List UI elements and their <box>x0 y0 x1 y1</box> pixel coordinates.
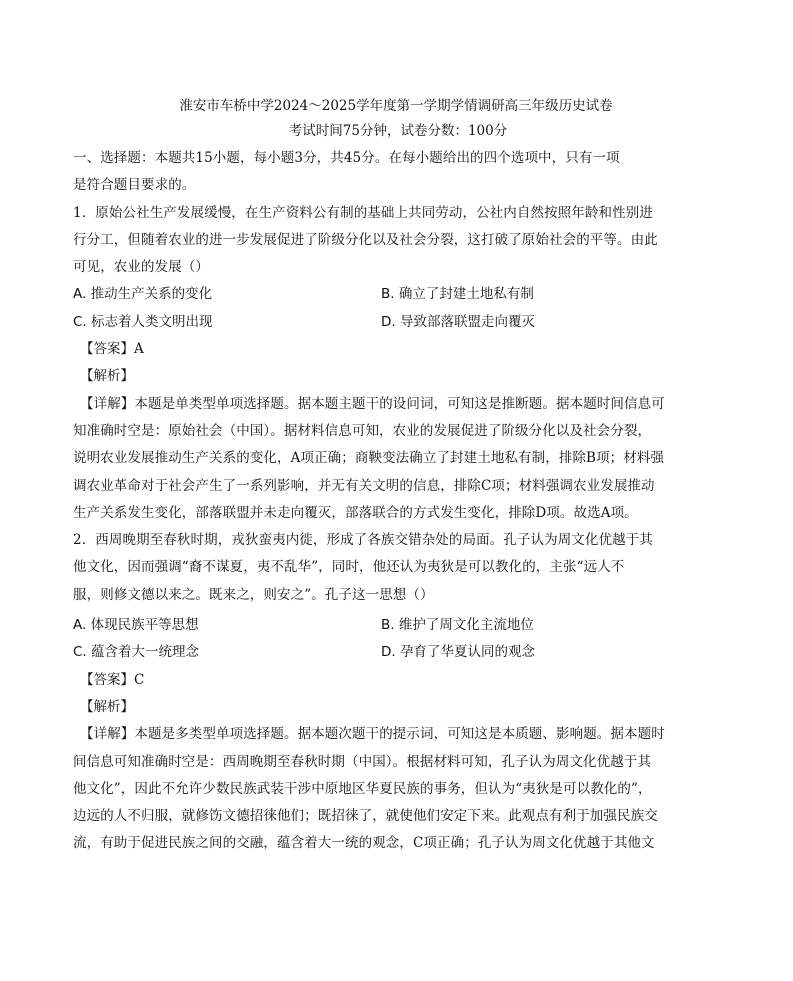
q1-stem-line: 行分工，但随着农业的进一步发展促进了阶级分化以及社会分裂，这打破了原始社会的平等。由此 <box>73 231 658 248</box>
q2-options-row <box>73 612 723 639</box>
q2-stem-line: 他文化，因而强调“裔不谋夏，夷不乱华”，同时，他还认为夷狄是可以教化的，主张“远人不 <box>73 559 625 576</box>
question-1 <box>73 200 723 528</box>
q1-answer: 【答案】A <box>80 341 144 358</box>
q2-answer: 【答案】C <box>80 671 145 688</box>
q2-options-row <box>73 639 723 666</box>
section-heading <box>73 145 723 200</box>
q2-option-b: B. 维护了周文化主流地位 <box>381 617 534 634</box>
exam-subtitle: 考试时间75分钟，试卷分数：100分 <box>288 123 508 139</box>
q2-stem-line: 服，则修文德以来之。既来之，则安之”。孔子这一思想（） <box>73 586 434 603</box>
q1-detail-line: 调农业革命对于社会产生了一系列影响，并无有关文明的信息，排除C项；材料强调农业发展推动 <box>73 477 655 494</box>
q1-options-row <box>73 309 723 336</box>
q2-detail-line: 边远的人不归服，就修饬文德招徕他们；既招徕了，就使他们安定下来。此观点有利于加强民族交 <box>73 808 658 825</box>
q1-stem-line: 1．原始公社生产发展缓慢，在生产资料公有制的基础上共同劳动，公社内自然按照年龄和性别进 <box>73 204 653 221</box>
q1-stem-line: 可见，农业的发展（） <box>73 259 209 276</box>
q1-options-row <box>73 281 723 308</box>
q1-detail-line: 知准确时空是：原始社会（中国）。据材料信息可知，农业的发展促进了阶级分化以及社会分裂， <box>73 422 652 439</box>
q1-detail-line: 【详解】本题是单类型单项选择题。据本题主题干的设问词，可知这是推断题。据本题时间信息可 <box>80 395 665 412</box>
q1-option-b: B. 确立了封建土地私有制 <box>381 286 534 303</box>
q2-option-d: D. 孕育了华夏认同的观念 <box>381 644 535 661</box>
q2-analysis-label: 【解析】 <box>80 698 134 715</box>
q1-analysis-label: 【解析】 <box>80 368 134 385</box>
q2-detail-line: 流，有助于促进民族之间的交融，蕴含着大一统的观念，C项正确；孔子认为周文化优越于其他文 <box>73 835 655 852</box>
exam-title: 淮安市车桥中学2024～2025学年度第一学期学情调研高三年级历史试卷 <box>179 98 613 114</box>
section-line: 是符合题目要求的。 <box>73 177 196 194</box>
q2-option-c: C. 蕴含着大一统理念 <box>73 644 200 661</box>
q1-detail-line: 说明农业发展推动生产关系的变化，A项正确；商鞅变法确立了封建土地私有制，排除B项；材料强 <box>73 450 665 467</box>
section-line: 一、选择题：本题共15小题，每小题3分，共45分。在每小题给出的四个选项中，只有一项 <box>73 150 620 166</box>
q1-option-c: C. 标志着人类文明出现 <box>73 313 213 330</box>
q2-detail-line: 间信息可知准确时空是：西周晚期至春秋时期（中国）。根据材料可知，孔子认为周文化优越于其 <box>73 753 652 770</box>
q2-detail-line: 他文化”，因此不允许少数民族武装干涉中原地区华夏民族的事务，但认为“夷狄是可以教化的”， <box>73 780 652 797</box>
q2-detail-line: 【详解】本题是多类型单项选择题。据本题次题干的提示词，可知这是本质题、影响题。据本题时 <box>80 726 665 743</box>
q2-option-a: A. 体现民族平等思想 <box>73 617 199 634</box>
q1-option-a: A. 推动生产关系的变化 <box>73 286 213 303</box>
q2-stem-line: 2．西周晚期至春秋时期，戎狄蛮夷内徙，形成了各族交错杂处的局面。孔子认为周文化优越于其 <box>73 532 653 549</box>
q1-option-d: D. 导致部落联盟走向覆灭 <box>381 313 535 330</box>
q1-detail-line: 生产关系发生变化，部落联盟并未走向覆灭，部落联合的方式发生变化，排除D项。故选A项。 <box>73 504 638 521</box>
question-2 <box>73 527 723 858</box>
